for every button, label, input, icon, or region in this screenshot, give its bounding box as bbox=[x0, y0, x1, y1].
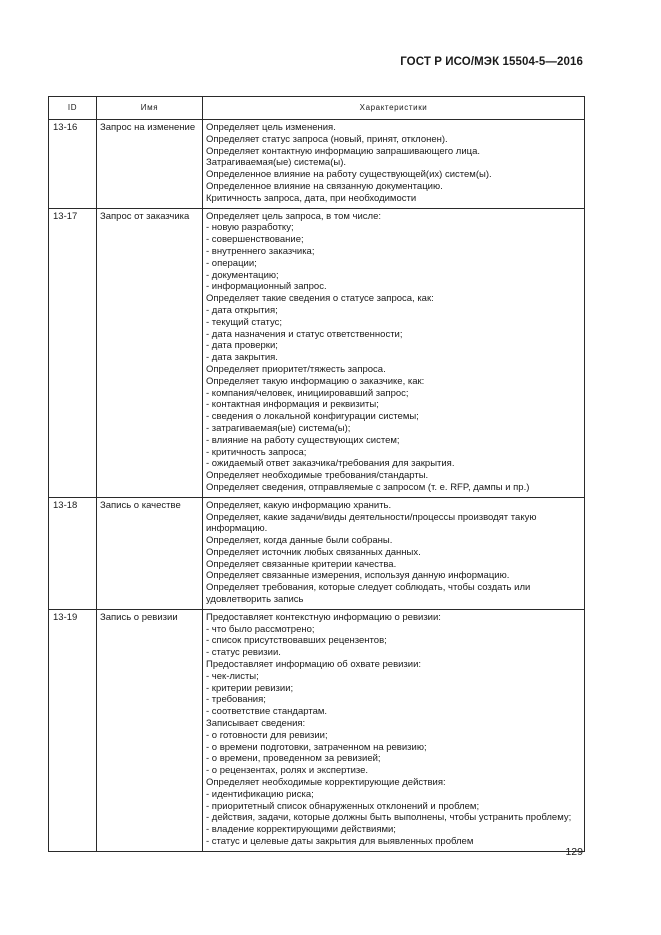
characteristic-line: - дата закрытия. bbox=[206, 352, 278, 364]
characteristic-line: Определяет, когда данные были собраны. bbox=[206, 535, 393, 547]
characteristic-line: - статус ревизии. bbox=[206, 647, 281, 659]
characteristic-line: Предоставляет информацию об охвате ревизии: bbox=[206, 659, 422, 671]
characteristic-line: - затрагиваемая(ые) система(ы); bbox=[206, 422, 351, 434]
column-header-characteristics: Характеристики bbox=[203, 97, 585, 120]
characteristic-line: Определяет такие сведения о статусе запроса, как: bbox=[206, 293, 434, 305]
characteristic-line: Определяет источник любых связанных данных. bbox=[206, 546, 421, 558]
row-name: Запрос на изменение bbox=[97, 120, 203, 209]
row-name: Запрос от заказчика bbox=[97, 208, 203, 497]
work-products-table bbox=[48, 96, 585, 852]
characteristic-line: Определяет, какие задачи/виды деятельности/процессы производят такую информацию. bbox=[206, 511, 537, 535]
characteristic-line: Определяет, какую информацию хранить. bbox=[206, 499, 392, 511]
characteristic-line: - влияние на работу существующих систем; bbox=[206, 434, 400, 446]
characteristic-line: - ожидаемый ответ заказчика/требования для закрытия. bbox=[206, 458, 455, 470]
characteristic-line: - новую разработку; bbox=[206, 222, 294, 234]
document-header: ГОСТ Р ИСО/МЭК 15504-5—2016 bbox=[400, 56, 583, 68]
characteristic-line: Определяет такую информацию о заказчике, как: bbox=[206, 375, 425, 387]
characteristic-line: - критерии ревизии; bbox=[206, 682, 294, 694]
characteristic-line: Определяет необходимые требования/стандарты. bbox=[206, 470, 429, 482]
characteristic-line: Определенное влияние на работу существующей(их) систем(ы). bbox=[206, 169, 492, 181]
table-header-row bbox=[49, 97, 585, 120]
characteristic-line: - дата проверки; bbox=[206, 340, 278, 352]
characteristic-line: - контактная информация и реквизиты; bbox=[206, 399, 379, 411]
characteristic-line: - владение корректирующими действиями; bbox=[206, 824, 396, 836]
characteristic-line: - действия, задачи, которые должны быть выполнены, чтобы устранить проблему; bbox=[206, 812, 572, 824]
characteristic-line: Определяет цель запроса, в том числе: bbox=[206, 210, 382, 222]
characteristic-line: - компания/человек, инициировавший запрос; bbox=[206, 387, 409, 399]
characteristic-line: Определяет контактную информацию запрашивающего лица. bbox=[206, 145, 481, 157]
row-characteristics bbox=[203, 120, 585, 209]
row-name: Запись о качестве bbox=[97, 497, 203, 609]
characteristic-line: - о времени подготовки, затраченном на ревизию; bbox=[206, 741, 427, 753]
characteristic-line: - дата открытия; bbox=[206, 304, 278, 316]
table-row bbox=[49, 120, 585, 209]
characteristic-line: - внутреннего заказчика; bbox=[206, 245, 315, 257]
row-id: 13-17 bbox=[49, 208, 97, 497]
characteristic-line: - критичность запроса; bbox=[206, 446, 307, 458]
characteristic-line: Определяет статус запроса (новый, принят, отклонен). bbox=[206, 133, 448, 145]
row-characteristics bbox=[203, 497, 585, 609]
column-header-id: ID bbox=[49, 97, 97, 120]
characteristic-line: Определяет связанные критерии качества. bbox=[206, 558, 397, 570]
characteristic-line: - совершенствование; bbox=[206, 234, 304, 246]
characteristic-line: - требования; bbox=[206, 694, 266, 706]
table-row bbox=[49, 208, 585, 497]
characteristic-line: - о рецензентах, ролях и экспертизе. bbox=[206, 765, 369, 777]
characteristic-line: Определяет связанные измерения, используя данную информацию. bbox=[206, 570, 510, 582]
row-characteristics bbox=[203, 609, 585, 851]
row-id: 13-16 bbox=[49, 120, 97, 209]
table-row bbox=[49, 609, 585, 851]
characteristic-line: - чек-листы; bbox=[206, 670, 259, 682]
characteristic-line: - операции; bbox=[206, 257, 257, 269]
row-name: Запись о ревизии bbox=[97, 609, 203, 851]
characteristic-line: Определяет необходимые корректирующие действия: bbox=[206, 777, 446, 789]
row-id: 13-18 bbox=[49, 497, 97, 609]
characteristic-line: Определяет требования, которые следует соблюдать, чтобы создать или удовлетворить запись bbox=[206, 582, 531, 606]
characteristic-line: - приоритетный список обнаруженных отклонений и проблем; bbox=[206, 800, 480, 812]
characteristic-line: - статус и целевые даты закрытия для выявленных проблем bbox=[206, 836, 474, 848]
characteristic-line: - текущий статус; bbox=[206, 316, 282, 328]
table-body bbox=[49, 120, 585, 852]
characteristic-line: - что было рассмотрено; bbox=[206, 623, 315, 635]
characteristic-line: - дата назначения и статус ответственности; bbox=[206, 328, 403, 340]
characteristic-line: - о готовности для ревизии; bbox=[206, 729, 328, 741]
characteristic-line: - информационный запрос. bbox=[206, 281, 327, 293]
characteristic-line: - список присутствовавших рецензентов; bbox=[206, 635, 387, 647]
characteristic-line: Предоставляет контекстную информацию о ревизии: bbox=[206, 611, 441, 623]
characteristic-line: - идентификацию риска; bbox=[206, 788, 314, 800]
characteristic-line: - соответствие стандартам. bbox=[206, 706, 328, 718]
row-characteristics bbox=[203, 208, 585, 497]
characteristic-line: Определяет сведения, отправляемые с запросом (т. е. RFP, дампы и пр.) bbox=[206, 481, 530, 493]
row-id: 13-19 bbox=[49, 609, 97, 851]
characteristic-line: - документацию; bbox=[206, 269, 279, 281]
characteristic-line: - о времени, проведенном за ревизией; bbox=[206, 753, 381, 765]
characteristic-line: Записывает сведения: bbox=[206, 718, 306, 730]
characteristic-line: Определяет цель изменения. bbox=[206, 122, 336, 133]
table-row bbox=[49, 497, 585, 609]
column-header-name: Имя bbox=[97, 97, 203, 120]
characteristic-line: Затрагиваемая(ые) система(ы). bbox=[206, 157, 346, 169]
characteristic-line: - сведения о локальной конфигурации системы; bbox=[206, 411, 419, 423]
characteristic-line: Критичность запроса, дата, при необходимости bbox=[206, 192, 417, 204]
characteristic-line: Определенное влияние на связанную документацию. bbox=[206, 180, 443, 192]
characteristic-line: Определяет приоритет/тяжесть запроса. bbox=[206, 363, 386, 375]
page-number: 129 bbox=[565, 846, 583, 858]
